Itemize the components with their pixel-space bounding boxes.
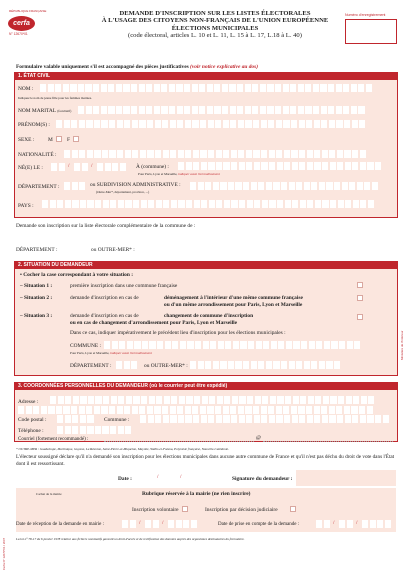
- demande-label: Demande son inscription sur la liste électorale complémentaire de la commune de :: [16, 223, 196, 229]
- sexe-m-checkbox[interactable]: [56, 136, 62, 142]
- cerfa-logo: cerfa: [8, 16, 35, 31]
- sit3-text-a: demande d'inscription en cas de: [70, 313, 139, 319]
- sit1-label: – Situation 1 :: [20, 283, 53, 289]
- sit3-text-b: changement de commune d'inscription: [164, 313, 254, 319]
- adresse-field[interactable]: [50, 396, 374, 404]
- commune-prev-field[interactable]: [104, 341, 360, 349]
- commune-prev-hint-text: Pour Paris, Lyon et Marseille,: [70, 351, 110, 355]
- a-commune-label: À (commune) :: [136, 164, 169, 170]
- courriel-label: Courriel (fortement recommandé) :: [18, 437, 89, 442]
- departement2-label: DÉPARTEMENT :: [16, 247, 58, 253]
- dans-ce-cas-label: Dans ce cas, indiquer impérativement le précédent lieu d'inscription pour les élections municipales :: [70, 330, 286, 336]
- pays-field[interactable]: [42, 200, 374, 208]
- birth-commune-field[interactable]: [178, 162, 381, 170]
- sexe-f-checkbox[interactable]: [73, 136, 79, 142]
- prise-month-field[interactable]: [339, 520, 353, 528]
- rubrique-label: Rubrique réservée à la mairie (ne rien inscrire): [142, 491, 251, 497]
- a-commune-hint-red: indiquer aussi l'arrondissement: [178, 172, 220, 176]
- nom-field[interactable]: [40, 84, 372, 92]
- a-commune-hint-text: Pour Paris, Lyon et Marseille,: [138, 172, 178, 176]
- notice: [16, 64, 258, 70]
- commune-prev-label: COMMUNE :: [70, 343, 101, 349]
- sexe-label: SEXE :: [18, 137, 35, 143]
- form-title: [70, 10, 360, 40]
- title-line-1: DEMANDE D'INSCRIPTION SUR LES LISTES ÉLECTORALES: [119, 10, 311, 17]
- departement-prev-label: DÉPARTEMENT :: [70, 363, 112, 369]
- section-3-title: 3. COORDONNÉES PERSONNELLES DU DEMANDEUR (où le courrier peut être expédié): [15, 383, 397, 390]
- notice-italic: (voir notice explicative au dos): [190, 64, 259, 70]
- republic-label: RÉPUBLIQUE FRANÇAISE: [9, 9, 47, 13]
- outre-mer-prev-field[interactable]: [190, 361, 340, 369]
- section-2-title: 2. SITUATION DU DEMANDEUR: [15, 262, 397, 269]
- sit2-checkbox[interactable]: [357, 295, 363, 301]
- telephone-label: Téléphone :: [18, 428, 44, 434]
- reception-day-field[interactable]: [122, 520, 136, 528]
- date-month-field[interactable]: [163, 474, 177, 482]
- date-sep-7: /: [333, 520, 335, 526]
- prenoms-field[interactable]: [56, 120, 365, 128]
- nom-marital-hint: (facultatif): [57, 109, 72, 113]
- prise-year-field[interactable]: [362, 520, 391, 528]
- nom-marital-label: [18, 108, 71, 114]
- sit3-label: – Situation 3 :: [20, 313, 53, 319]
- form-number: N° 12670*01: [9, 32, 28, 36]
- cocher-label: • Cocher la case correspondant à votre situation :: [20, 272, 133, 278]
- date-sep-6: /: [162, 520, 164, 526]
- registration-number-box: [345, 19, 397, 44]
- date-label: Date :: [118, 476, 132, 482]
- date-reception-label: Date de réception de la demande en mairie :: [16, 522, 105, 527]
- date-sep-3: /: [157, 474, 159, 480]
- date-sep-5: /: [139, 520, 141, 526]
- volontaire-label: Inscription volontaire: [132, 507, 179, 513]
- courriel-domain-field[interactable]: [263, 437, 393, 442]
- departement-prev-field[interactable]: [116, 361, 137, 369]
- sit3-text-c: ou en cas de changement d'arrondissement pour Paris, Lyon et Marseille: [70, 320, 238, 326]
- date-sep-8: /: [356, 520, 358, 526]
- cachet-label: Cachet de la mairie: [36, 492, 62, 496]
- registration-number-label: Numéro d'enregistrement: [345, 13, 386, 17]
- departement2-field[interactable]: [64, 245, 85, 253]
- notice-text: Formulaire valable uniquement s'il est accompagné des pièces justificatives: [16, 64, 189, 70]
- nom-marital-text: NOM MARITAL: [18, 108, 56, 114]
- subdivision-hint: (Outre-Mer*, département, province, ...): [96, 190, 150, 194]
- commune-coord-field[interactable]: [140, 415, 389, 423]
- commune-coord-label: Commune :: [104, 417, 130, 423]
- a-commune-hint: [138, 172, 220, 176]
- ne-le-label: NÉ(E) LE :: [18, 165, 43, 171]
- sexe-m-label: M: [48, 137, 53, 143]
- sit1-text: première inscription dans une commune française: [70, 283, 178, 289]
- signature-area[interactable]: [296, 470, 396, 486]
- section-1-title: 1. ÉTAT CIVIL: [15, 73, 397, 80]
- pays-label: PAYS :: [18, 203, 34, 209]
- reception-month-field[interactable]: [145, 520, 159, 528]
- sit2-text-a: demande d'inscription en cas de: [70, 295, 139, 301]
- adresse-field-2[interactable]: [18, 406, 373, 414]
- judiciaire-checkbox[interactable]: [290, 506, 296, 512]
- reception-year-field[interactable]: [168, 520, 197, 528]
- date-year-field[interactable]: [186, 474, 215, 482]
- departement-field[interactable]: [64, 182, 85, 190]
- telephone-field[interactable]: [57, 426, 131, 434]
- date-day-field[interactable]: [140, 474, 154, 482]
- volontaire-checkbox[interactable]: [182, 506, 188, 512]
- section-etat-civil: [14, 72, 398, 218]
- date-sep-2: /: [91, 163, 93, 169]
- outre-mer-field[interactable]: [137, 245, 280, 253]
- departement-label: DÉPARTEMENT :: [18, 184, 60, 190]
- signature-label: Signature du demandeur :: [232, 476, 293, 482]
- prenoms-label: PRÉNOM(S) :: [18, 122, 50, 128]
- birth-month-field[interactable]: [74, 163, 88, 171]
- commune-prev-hint: [70, 351, 152, 355]
- at-sign: @: [256, 435, 261, 441]
- date-prise-label: Date de prise en compte de la demande :: [218, 522, 300, 527]
- nom-marital-field[interactable]: [78, 106, 365, 114]
- sit3-checkbox[interactable]: [357, 314, 363, 320]
- outre-mer-prev-label: ou OUTRE-MER* :: [144, 363, 188, 369]
- sit2-text-c: ou d'un même arrondissement pour Paris, Lyon et Marseille: [164, 302, 303, 308]
- title-line-3: ÉLECTIONS MUNICIPALES: [171, 24, 259, 32]
- declaration: L'électeur soussigné déclare qu'il n'a demandé son inscription pour les élections municipales dans aucune autre commune de France et qu'il n'est pas déchu du droit de vote dans l'État dont il est ressortissant.: [16, 454, 395, 467]
- loi-note: La loi n° 78-17 du 6 janvier 1978 relative aux fichiers nominatifs garantit un droit d'accès et de rectification des données auprès des organismes destinataires du formulaire.: [16, 537, 245, 541]
- birth-day-field[interactable]: [51, 163, 65, 171]
- prise-day-field[interactable]: [316, 520, 330, 528]
- subdivision-label: ou SUBDIVISION ADMINISTRATIVE :: [90, 182, 181, 188]
- commune-prev-hint-red: indiquer aussi l'arrondissement: [110, 351, 152, 355]
- outre-mer-label: ou OUTRE-MER* :: [91, 247, 135, 253]
- sit2-text-b: déménagement à l'intérieur d'une même commune française: [164, 295, 303, 301]
- code-postal-label: Code postal :: [18, 417, 47, 423]
- outre-mer-note: * OUTRE-MER : Guadeloupe, Martinique, Guyane, La Réunion, Saint-Pierre-et-Miquelon, Mayotte, Wallis-et-Futuna, Polynésie française, Nouvelle-Calédonie.: [16, 447, 229, 451]
- nationalite-label: NATIONALITÉ :: [18, 152, 57, 158]
- birth-year-field[interactable]: [97, 163, 126, 171]
- nationalite-field[interactable]: [64, 150, 366, 158]
- date-sep-4: /: [180, 474, 182, 480]
- commune-inscription-field[interactable]: [16, 232, 394, 240]
- courriel-local-field[interactable]: [104, 437, 254, 442]
- judiciaire-label: Inscription par décision judiciaire: [205, 507, 278, 513]
- nom-label: NOM :: [18, 86, 34, 92]
- adresse-label: Adresse :: [18, 399, 39, 405]
- title-subtitle: (code électoral, articles L. 10 et L. 11, L. 15 à L. 17, L.18 à L. 40): [128, 32, 302, 40]
- nom-hint: Indiquez le nom de jeune fille pour les femmes mariées.: [18, 96, 92, 100]
- title-line-2: À L'USAGE DES CITOYENS NON-FRANÇAIS DE L'UNION EUROPÉENNE: [101, 17, 329, 25]
- sit2-label: – Situation 2 :: [20, 295, 53, 301]
- sit1-checkbox[interactable]: [357, 282, 363, 288]
- side-right: Ministère de l'Intérieur: [400, 330, 404, 360]
- sexe-f-label: F: [67, 137, 70, 143]
- side-code: Cerfa N° 12670*01 / 2007: [2, 537, 6, 570]
- subdivision-field[interactable]: [190, 182, 378, 190]
- code-postal-field[interactable]: [57, 415, 94, 423]
- date-sep-1: /: [68, 163, 70, 169]
